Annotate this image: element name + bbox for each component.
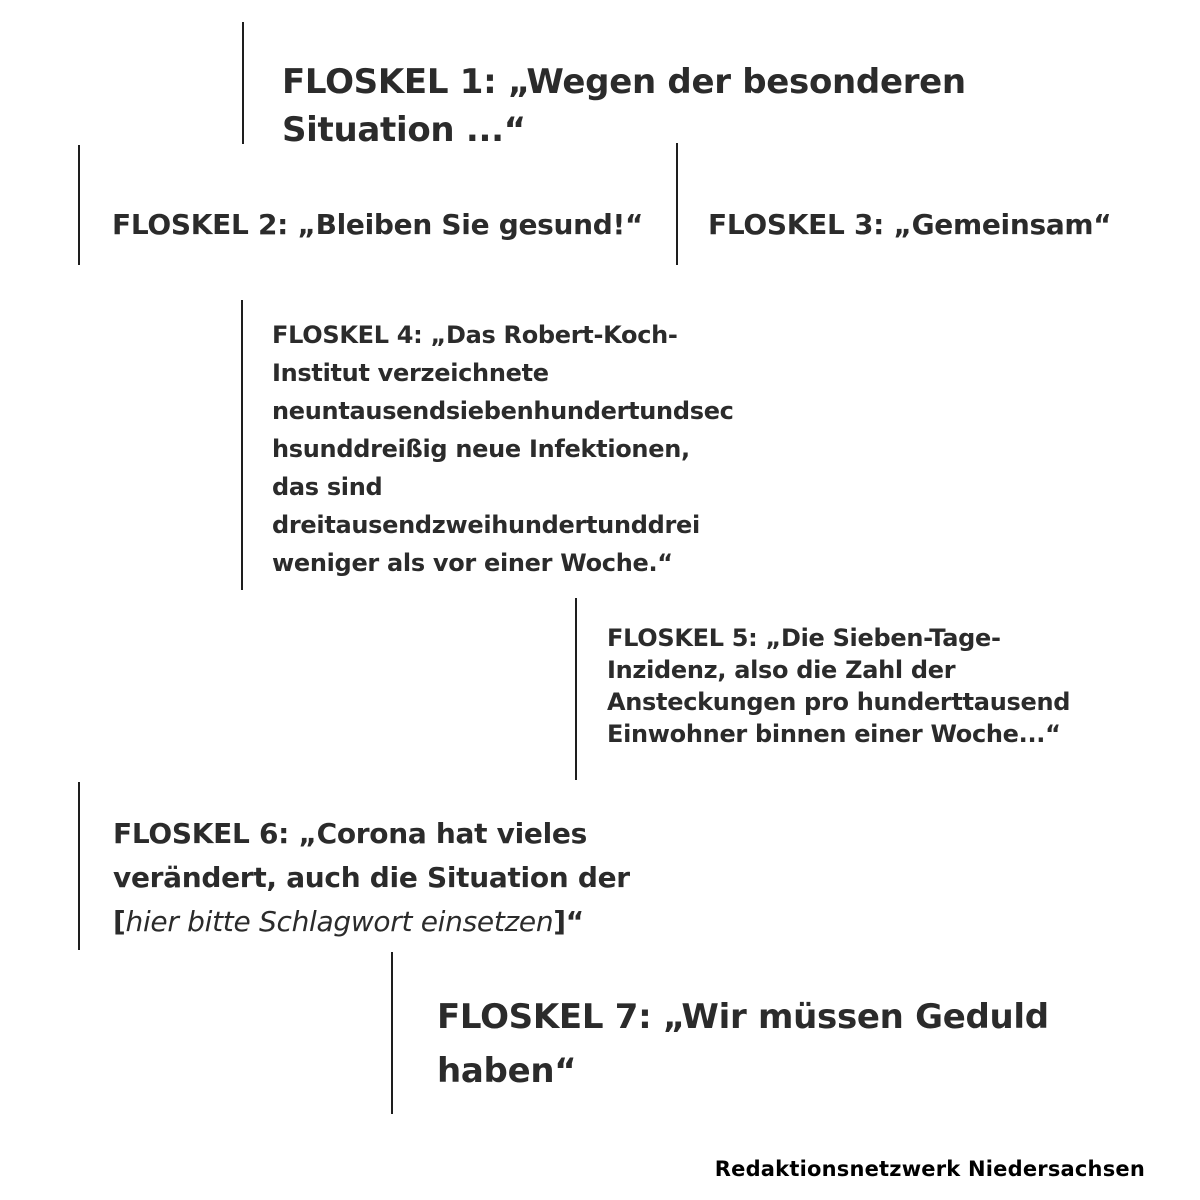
floskel-6-line-1: FLOSKEL 6: „Corona hat vieles [113,817,587,850]
floskel-7-line-2: haben“ [437,1051,577,1091]
divider-floskel-5 [575,598,577,780]
floskel-2-text: FLOSKEL 2: „Bleiben Sie gesund!“ [112,208,644,241]
floskel-4-line-7: weniger als vor einer Woche.“ [272,549,673,577]
floskel-4-line-1: FLOSKEL 4: „Das Robert-Koch- [272,321,678,349]
floskel-5-line-3: Ansteckungen pro hunderttausend [607,688,1071,716]
floskel-4-line-2: Institut verzeichnete [272,359,549,387]
divider-floskel-3 [676,143,678,265]
floskel-4-line-3: neuntausendsiebenhundertundsec [272,397,734,425]
floskel-1-line-1: FLOSKEL 1: „Wegen der besonderen [282,62,966,102]
floskel-6-placeholder: hier bitte Schlagwort einsetzen [125,905,554,938]
floskel-6-bracket-close: ]“ [553,905,584,938]
floskel-4-line-4: hsunddreißig neue Infektionen, [272,435,690,463]
floskel-4-line-5: das sind [272,473,383,501]
divider-floskel-4 [241,300,243,590]
floskel-6-line-3 [113,900,630,944]
divider-floskel-6 [78,782,80,950]
floskel-5-line-2: Inzidenz, also die Zahl der [607,656,956,684]
floskel-1-quote [282,58,966,154]
floskel-6-quote [113,812,630,944]
divider-floskel-7 [391,952,393,1114]
floskel-3-text: FLOSKEL 3: „Gemeinsam“ [708,208,1112,241]
floskel-7-quote [437,990,1049,1098]
floskel-3-quote [708,207,1111,243]
divider-floskel-2 [78,145,80,265]
divider-floskel-1 [242,22,244,144]
floskel-2-quote [112,207,643,243]
floskel-1-line-2: Situation ...“ [282,110,526,150]
floskel-7-line-1: FLOSKEL 7: „Wir müssen Geduld [437,997,1049,1037]
floskel-4-quote [272,316,734,582]
floskel-4-line-6: dreitausendzweihundertunddrei [272,511,700,539]
floskel-5-line-1: FLOSKEL 5: „Die Sieben-Tage- [607,624,1001,652]
floskel-6-line-2: verändert, auch die Situation der [113,861,630,894]
publisher-credit: Redaktionsnetzwerk Niedersachsen [714,1157,1145,1181]
floskel-5-quote [607,622,1070,750]
floskel-5-line-4: Einwohner binnen einer Woche...“ [607,720,1061,748]
floskel-6-bracket-open: [ [113,905,126,938]
